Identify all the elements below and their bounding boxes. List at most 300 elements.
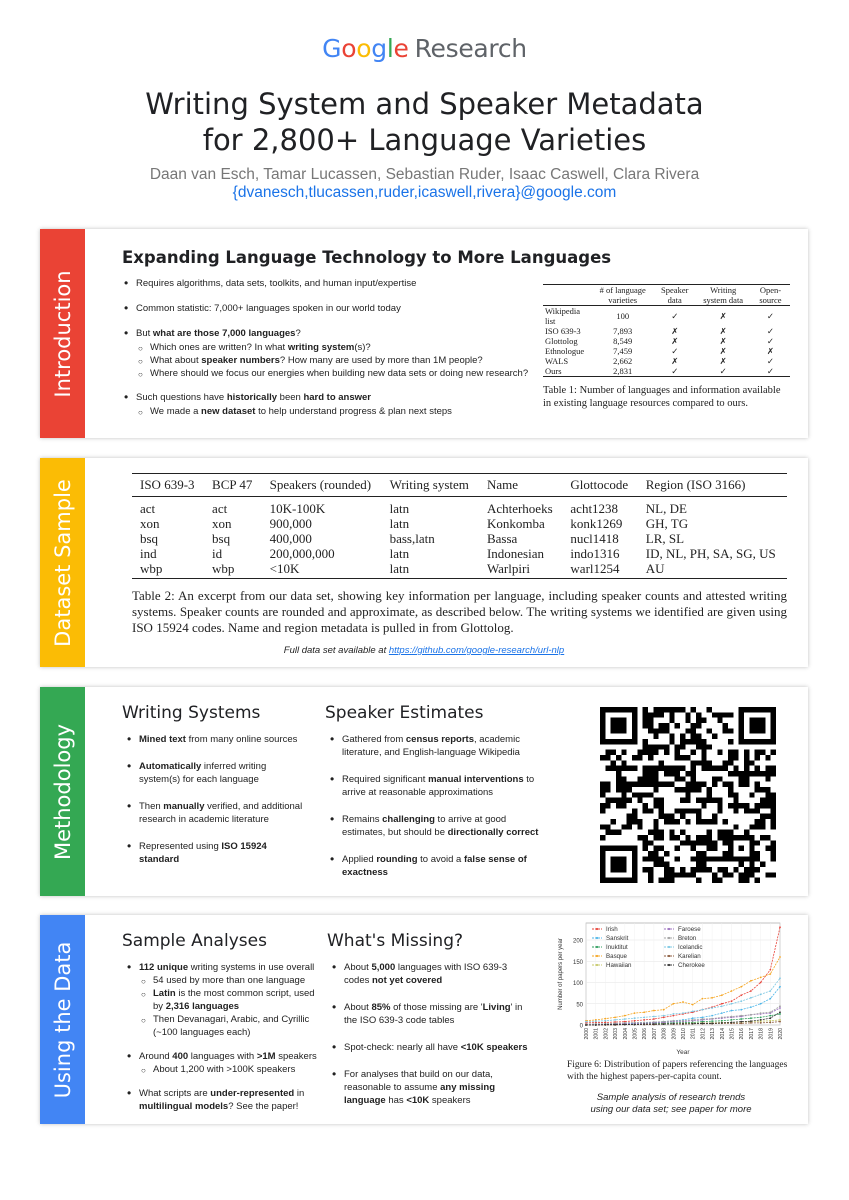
qr-module xyxy=(696,787,701,792)
table-2-row xyxy=(132,546,787,561)
table-2-cell: act xyxy=(140,501,156,516)
intro-b4-pre: Such questions have xyxy=(136,392,227,403)
qr-module xyxy=(744,760,749,765)
data-point xyxy=(663,1016,665,1018)
qr-module xyxy=(717,776,722,781)
qr-module xyxy=(755,750,760,755)
qr-module xyxy=(739,803,744,808)
qr-module xyxy=(648,755,653,760)
data-point xyxy=(711,1022,713,1024)
qr-finder-center xyxy=(749,718,765,734)
qr-module xyxy=(771,846,776,851)
qr-module xyxy=(723,830,728,835)
qr-module xyxy=(755,851,760,856)
table-2-cell: 900,000 xyxy=(269,516,312,531)
x-tick-label: 2011 xyxy=(690,1028,697,1040)
methodology-section xyxy=(40,687,808,896)
qr-module xyxy=(675,846,680,851)
table-1-cell: 8,549 xyxy=(613,336,633,346)
qr-module xyxy=(675,872,680,877)
qr-module xyxy=(616,803,621,808)
github-link[interactable]: https://github.com/google-research/url-nlp xyxy=(388,645,565,656)
qr-module xyxy=(701,744,706,749)
table-1-cell: ✓ xyxy=(671,346,679,356)
intro-s4-post: to help understand progress & plan next steps xyxy=(255,406,452,417)
qr-module xyxy=(680,744,685,749)
x-tick-label: 2016 xyxy=(739,1028,746,1040)
qr-module xyxy=(643,792,648,797)
qr-module xyxy=(648,766,653,771)
se-bullet-2 xyxy=(328,773,548,799)
wm1-bold2: not yet covered xyxy=(372,975,443,986)
wm4-bold2: <10K xyxy=(406,1095,430,1106)
dataset-sample-tab-label: Dataset Sample xyxy=(50,478,75,647)
qr-module xyxy=(749,824,754,829)
table-1-header-cell: Speaker data xyxy=(661,285,689,305)
qr-module xyxy=(675,776,680,781)
qr-module xyxy=(712,878,717,883)
data-point xyxy=(731,1019,733,1021)
sa3-mid: in xyxy=(294,1088,305,1099)
qr-module xyxy=(771,798,776,803)
qr-module xyxy=(669,867,674,872)
ws-bullet-3 xyxy=(125,800,305,826)
qr-module xyxy=(616,798,621,803)
qr-module xyxy=(771,792,776,797)
table-2-header-cell: Region (ISO 3166) xyxy=(645,477,746,492)
qr-module xyxy=(621,792,626,797)
qr-module xyxy=(680,776,685,781)
qr-module xyxy=(733,750,738,755)
y-tick-label: 50 xyxy=(576,1002,583,1009)
data-point xyxy=(702,1009,704,1011)
qr-module xyxy=(755,787,760,792)
qr-module xyxy=(643,723,648,728)
qr-module xyxy=(696,782,701,787)
introduction-tab-label: Introduction xyxy=(50,269,75,398)
author-list: Daan van Esch, Tamar Lucassen, Sebastian Ruder, Isaac Caswell, Clara Rivera xyxy=(149,166,700,183)
qr-module xyxy=(696,808,701,813)
qr-module xyxy=(744,803,749,808)
qr-module xyxy=(653,707,658,712)
x-tick-label: 2019 xyxy=(768,1028,775,1040)
qr-module xyxy=(707,744,712,749)
legend-label: Icelandic xyxy=(678,944,703,952)
table-2-row xyxy=(132,561,787,579)
qr-module xyxy=(691,734,696,739)
qr-module xyxy=(621,766,626,771)
qr-module xyxy=(691,787,696,792)
qr-module xyxy=(701,867,706,872)
table-2-cell: bsq xyxy=(140,531,159,546)
qr-module xyxy=(723,728,728,733)
table-2-cell: Bassa xyxy=(486,531,518,546)
qr-module xyxy=(627,798,632,803)
qr-module xyxy=(632,814,637,819)
data-point xyxy=(692,1011,694,1013)
qr-module xyxy=(600,824,605,829)
data-point xyxy=(740,986,742,988)
data-point xyxy=(682,1023,684,1025)
qr-module xyxy=(669,782,674,787)
qr-module xyxy=(733,755,738,760)
table-1-cell: ✗ xyxy=(719,336,727,346)
data-point xyxy=(653,1021,655,1023)
wm2-post: ' in the ISO 639-3 code tables xyxy=(344,1002,523,1026)
qr-module xyxy=(675,771,680,776)
qr-module xyxy=(685,739,690,744)
qr-module xyxy=(643,707,648,712)
table-2-cell: xon xyxy=(140,516,160,531)
qr-module xyxy=(717,750,722,755)
x-tick-label: 2015 xyxy=(729,1028,736,1040)
qr-module xyxy=(696,867,701,872)
qr-module xyxy=(712,734,717,739)
sa2-pre: Around xyxy=(139,1051,173,1062)
table-1-row xyxy=(543,326,790,336)
dataset-sample-tab xyxy=(40,458,85,667)
table-2-cell: 400,000 xyxy=(269,531,312,546)
data-point xyxy=(731,1000,733,1002)
wm4-post: speakers xyxy=(429,1095,471,1106)
qr-module xyxy=(755,771,760,776)
qr-module xyxy=(680,734,685,739)
data-point xyxy=(711,1015,713,1017)
data-point xyxy=(740,1018,742,1020)
wm1-bold1: 5,000 xyxy=(371,962,396,973)
qr-module xyxy=(648,750,653,755)
logo-research-word: Research xyxy=(414,34,527,63)
qr-module xyxy=(771,803,776,808)
qr-module xyxy=(744,878,749,883)
qr-module xyxy=(611,798,616,803)
qr-module xyxy=(723,782,728,787)
qr-module xyxy=(685,755,690,760)
data-point xyxy=(672,1020,674,1022)
qr-module xyxy=(664,872,669,877)
qr-module xyxy=(696,723,701,728)
data-point xyxy=(740,1015,742,1017)
qr-module xyxy=(771,856,776,861)
intro-s2-post: ? How many are used by more than 1M people? xyxy=(279,355,483,366)
data-point xyxy=(740,1021,742,1023)
qr-module xyxy=(691,776,696,781)
x-tick-label: 2005 xyxy=(632,1028,639,1040)
sa-sub-1 xyxy=(125,974,325,987)
qr-module xyxy=(691,808,696,813)
qr-module xyxy=(739,862,744,867)
qr-module xyxy=(712,872,717,877)
qr-module xyxy=(712,782,717,787)
se1-pre: Gathered from xyxy=(342,734,406,745)
data-point xyxy=(721,1016,723,1018)
qr-module xyxy=(760,750,765,755)
table-1-cell: WALS xyxy=(545,356,569,366)
qr-module xyxy=(701,835,706,840)
table-1-cell: ✗ xyxy=(719,346,727,356)
intro-s1-pre: Which ones are written? In what xyxy=(150,342,288,353)
qr-module xyxy=(691,766,696,771)
data-point xyxy=(643,1016,645,1018)
table-2-header-cell: Speakers (rounded) xyxy=(269,477,372,492)
legend-marker xyxy=(596,946,598,948)
qr-module xyxy=(643,771,648,776)
qr-module xyxy=(632,782,637,787)
qr-module xyxy=(723,760,728,765)
legend-marker xyxy=(668,946,670,948)
author-emails[interactable]: {dvanesch,tlucassen,ruder,icaswell,rivera}@google.com xyxy=(232,184,617,201)
qr-module xyxy=(600,782,605,787)
intro-sub-4 xyxy=(122,405,542,418)
qr-module xyxy=(643,840,648,845)
google-research-logo xyxy=(0,34,849,63)
x-tick-label: 2001 xyxy=(593,1028,600,1040)
qr-module xyxy=(653,798,658,803)
qr-module xyxy=(755,867,760,872)
qr-module xyxy=(664,851,669,856)
qr-module xyxy=(659,723,664,728)
data-point xyxy=(731,1003,733,1005)
qr-module xyxy=(744,755,749,760)
qr-module xyxy=(744,808,749,813)
data-point xyxy=(731,1022,733,1024)
table-2-caption: Table 2: An excerpt from our data set, showing key information per language, including speaker counts and attested writing systems. Speaker counts are rounded and approximate, as described below. The writing systems we identified are given using ISO 15924 codes. Name and region metadata is pulled in from Glottolog. xyxy=(132,588,787,635)
introduction-section xyxy=(40,229,808,438)
qr-module xyxy=(744,830,749,835)
qr-module xyxy=(728,760,733,765)
qr-module xyxy=(707,792,712,797)
sa-bullet-3 xyxy=(125,1087,325,1113)
qr-module xyxy=(760,814,765,819)
data-point xyxy=(711,997,713,999)
qr-module xyxy=(728,750,733,755)
qr-module xyxy=(685,872,690,877)
se-bullet-1 xyxy=(328,733,548,759)
wm2-bold2: Living xyxy=(482,1002,511,1013)
sample-analysis-note xyxy=(552,1092,790,1116)
qr-module xyxy=(659,712,664,717)
table-1-header-cell: # of language varieties xyxy=(599,285,646,305)
qr-module xyxy=(675,707,680,712)
data-point xyxy=(779,1007,781,1009)
qr-module xyxy=(744,776,749,781)
intro-sub-2 xyxy=(122,354,542,367)
qr-module xyxy=(643,744,648,749)
qr-module xyxy=(659,846,664,851)
qr-module xyxy=(712,798,717,803)
qr-module xyxy=(717,712,722,717)
qr-module xyxy=(643,718,648,723)
qr-module xyxy=(648,712,653,717)
legend-marker xyxy=(668,937,670,939)
data-point xyxy=(769,969,771,971)
data-point xyxy=(740,1022,742,1024)
qr-module xyxy=(600,755,605,760)
wm-bullet-4 xyxy=(330,1068,530,1107)
qr-module xyxy=(627,766,632,771)
table-1-header-cell: Writing system data xyxy=(703,285,744,305)
qr-module xyxy=(653,750,658,755)
qr-module xyxy=(733,771,738,776)
qr-module xyxy=(696,878,701,883)
qr-module xyxy=(659,766,664,771)
qr-module xyxy=(653,803,658,808)
qr-module xyxy=(760,824,765,829)
qr-module xyxy=(760,787,765,792)
qr-module xyxy=(637,824,642,829)
qr-module xyxy=(707,819,712,824)
qr-module xyxy=(605,755,610,760)
qr-module xyxy=(749,867,754,872)
qr-module xyxy=(717,878,722,883)
qr-module xyxy=(712,766,717,771)
table-1-row xyxy=(543,366,790,377)
data-point xyxy=(721,1003,723,1005)
qr-module xyxy=(648,728,653,733)
data-point xyxy=(624,1024,626,1026)
qr-module xyxy=(755,755,760,760)
qr-module xyxy=(733,867,738,872)
qr-module xyxy=(680,739,685,744)
data-point xyxy=(740,1000,742,1002)
qr-module xyxy=(685,792,690,797)
table-2-cell: bsq xyxy=(212,531,231,546)
qr-module xyxy=(701,851,706,856)
wm2-bold1: 85% xyxy=(371,1002,391,1013)
qr-module xyxy=(659,835,664,840)
whats-missing-heading: What's Missing? xyxy=(327,931,464,951)
qr-module xyxy=(616,782,621,787)
data-point xyxy=(643,1023,645,1025)
qr-module xyxy=(696,712,701,717)
qr-module xyxy=(616,766,621,771)
intro-bullet-2-text: Common statistic: 7,000+ languages spoken in our world today xyxy=(136,303,401,314)
qr-module xyxy=(744,766,749,771)
sa-bullet-1 xyxy=(125,961,325,974)
qr-module xyxy=(685,771,690,776)
qr-module xyxy=(771,819,776,824)
intro-bullet-2 xyxy=(122,302,542,315)
qr-module xyxy=(728,728,733,733)
qr-module xyxy=(771,840,776,845)
sa2-post: speakers xyxy=(275,1051,317,1062)
ws4-pre: Represented using xyxy=(139,841,222,852)
table-2-cell: bass,latn xyxy=(389,531,435,546)
qr-module xyxy=(680,830,685,835)
qr-module xyxy=(611,766,616,771)
qr-module xyxy=(680,872,685,877)
table-2-cell: acht1238 xyxy=(570,501,619,516)
data-point xyxy=(653,1023,655,1025)
legend-marker xyxy=(596,928,598,930)
qr-module xyxy=(755,840,760,845)
table-1-cell: ✓ xyxy=(766,336,775,346)
methodology-tab xyxy=(40,687,85,896)
qr-module xyxy=(691,750,696,755)
qr-module xyxy=(664,782,669,787)
data-point xyxy=(672,1015,674,1017)
data-point xyxy=(779,956,781,958)
table-1-cell: Ethnologue xyxy=(545,346,585,356)
ws4-bold: ISO 15924 standard xyxy=(139,841,267,865)
sa1b-bold2: 2,316 languages xyxy=(165,1001,240,1012)
qr-finder-center xyxy=(611,718,627,734)
using-the-data-tab-label: Using the Data xyxy=(50,941,75,1098)
qr-module xyxy=(723,867,728,872)
x-tick-label: 2004 xyxy=(622,1028,629,1040)
se3-pre: Remains xyxy=(342,814,383,825)
table-2-cell: wbp xyxy=(212,561,235,576)
sa2-bold: 400 xyxy=(172,1051,189,1062)
qr-module xyxy=(733,798,738,803)
qr-module xyxy=(648,872,653,877)
qr-module xyxy=(643,835,648,840)
data-point xyxy=(682,1012,684,1014)
qr-code[interactable] xyxy=(600,707,776,883)
logo-letter-o1: o xyxy=(341,34,357,63)
qr-module xyxy=(664,771,669,776)
qr-module xyxy=(696,760,701,765)
qr-module xyxy=(600,787,605,792)
qr-module xyxy=(605,787,610,792)
qr-module xyxy=(653,712,658,717)
table-1-cell: ✗ xyxy=(671,336,679,346)
ws-bullet-2 xyxy=(125,760,305,786)
data-point xyxy=(643,1011,645,1013)
qr-module xyxy=(621,760,626,765)
qr-module xyxy=(707,835,712,840)
wm1-mid: languages with ISO 639-3 codes xyxy=(344,962,508,986)
qr-module xyxy=(653,776,658,781)
qr-module xyxy=(696,862,701,867)
sa1-bold: 112 unique xyxy=(139,962,189,973)
qr-module xyxy=(669,819,674,824)
qr-module xyxy=(707,760,712,765)
data-point xyxy=(760,1012,762,1014)
data-point xyxy=(779,1011,781,1013)
table-2-cell: konk1269 xyxy=(570,516,623,531)
data-point xyxy=(779,986,781,988)
qr-module xyxy=(653,771,658,776)
data-point xyxy=(624,1015,626,1017)
intro-s1-post: (s)? xyxy=(354,342,371,353)
data-point xyxy=(585,1024,587,1026)
qr-module xyxy=(600,835,605,840)
wm4-mid: has xyxy=(385,1095,407,1106)
sa3-pre: What scripts are xyxy=(139,1088,211,1099)
qr-module xyxy=(744,872,749,877)
table-1-header-cell xyxy=(543,285,591,306)
data-point xyxy=(760,994,762,996)
qr-module xyxy=(605,750,610,755)
table-1-row xyxy=(543,336,790,346)
qr-module xyxy=(707,830,712,835)
qr-module xyxy=(605,782,610,787)
x-tick-label: 2009 xyxy=(671,1028,678,1040)
qr-module xyxy=(637,755,642,760)
table-1-header-row xyxy=(543,285,790,306)
qr-module xyxy=(712,819,717,824)
data-point xyxy=(634,1017,636,1019)
qr-module xyxy=(765,814,770,819)
qr-module xyxy=(659,830,664,835)
qr-module xyxy=(744,867,749,872)
qr-module xyxy=(643,803,648,808)
qr-module xyxy=(685,728,690,733)
qr-module xyxy=(771,766,776,771)
full-dataset-prefix: Full data set available at xyxy=(283,645,389,656)
qr-module xyxy=(707,766,712,771)
